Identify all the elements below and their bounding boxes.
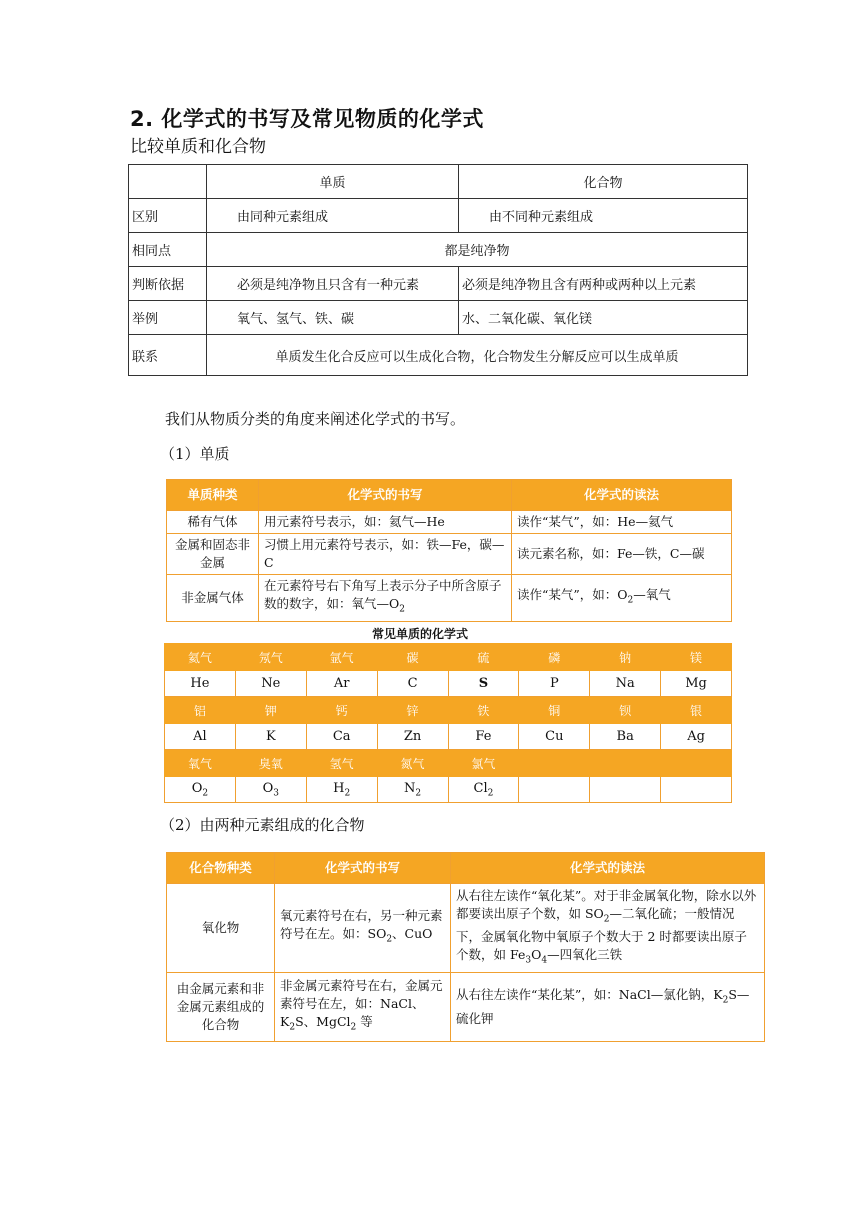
table-cell: 从右往左读作“氧化某”。对于非金属氧化物，除水以外都要读出原子个数，如 $SO_2—$二氧化硫；一般情况下，金属氧化物中氧原子个数大于 2 时都要读出原子个数，如 $Fe_3O_4—$四氧化三铁 [451,884,765,973]
table-row [165,644,732,671]
row-label: 相同点 [129,233,207,267]
element-name: 氦气 [165,644,236,671]
element-name: 硫 [448,644,519,671]
table-cell: 从右往左读作“某化某”，如：NaCl—氯化钠，$K_2S—$硫化钾 [451,973,765,1042]
table-row [165,777,732,803]
element-formula: $O_2$ [165,777,236,803]
table-row [129,199,748,233]
table-cell: 氧气、氢气、铁、碳 [207,301,459,335]
table-cell [519,777,590,803]
element-formula: $O_3$ [235,777,306,803]
element-name: 钾 [235,697,306,724]
table-row [129,165,748,199]
subheading: 比较单质和化合物 [130,137,266,157]
element-formula: Al [165,724,236,750]
table-row [167,853,765,884]
element-formula: $H_2$ [306,777,377,803]
element-name: 钠 [590,644,661,671]
element-formula: Ca [306,724,377,750]
element-name: 铜 [519,697,590,724]
element-name: 镁 [661,644,732,671]
element-name: 氧气 [165,750,236,777]
table-row [165,750,732,777]
element-name: 臭氧 [235,750,306,777]
table-header: 化合物 [459,165,748,199]
element-name: 银 [661,697,732,724]
table-cell: 都是纯净物 [207,233,748,267]
table-cell [519,750,590,777]
table-cell [590,777,661,803]
row-label: 联系 [129,335,207,376]
table-cell: 水、二氧化碳、氧化镁 [459,301,748,335]
table-header: 化学式的书写 [275,853,451,884]
table-cell: 在元素符号右下角写上表示分子中所含原子数的数字，如：氧气$—O_2$ [259,575,512,622]
element-name: 氯气 [448,750,519,777]
table-row [129,335,748,376]
table-row [129,301,748,335]
table-cell: 金属和固态非金属 [167,534,259,575]
table-row [129,233,748,267]
element-name: 氩气 [306,644,377,671]
table-row [167,534,732,575]
element-formula: Fe [448,724,519,750]
table-row [167,511,732,534]
table-header: 化学式的书写 [259,480,512,511]
table-cell [661,777,732,803]
compare-table [128,164,748,376]
element-name: 锌 [377,697,448,724]
element-formula: $N_2$ [377,777,448,803]
section-title-1: （1）单质 [160,445,230,463]
element-name: 钙 [306,697,377,724]
table-row [167,575,732,622]
element-name: 钡 [590,697,661,724]
table-cell: 由同种元素组成 [207,199,459,233]
element-formula: Ba [590,724,661,750]
table-cell: 必须是纯净物且只含有一种元素 [207,267,459,301]
element-formula: P [519,671,590,697]
element-name: 铝 [165,697,236,724]
table-header: 化合物种类 [167,853,275,884]
table-header: 化学式的读法 [512,480,732,511]
table-row [167,480,732,511]
element-formula: Mg [661,671,732,697]
table-cell: 读元素名称，如：Fe—铁，C—碳 [512,534,732,575]
element-formula: Ag [661,724,732,750]
elements-caption: 常见单质的化学式 [371,627,468,641]
element-formula: Ar [306,671,377,697]
table-cell: 用元素符号表示，如：氦气—He [259,511,512,534]
element-name: 碳 [377,644,448,671]
section-title-2: （2）由两种元素组成的化合物 [160,816,365,834]
row-label: 区别 [129,199,207,233]
table-cell: 非金属元素符号在右，金属元素符号在左，如：NaCl、$K_2S$、MgCl$_2$ 等 [275,973,451,1042]
table-cell: 由不同种元素组成 [459,199,748,233]
table-header: 化学式的读法 [451,853,765,884]
table-cell: 非金属气体 [167,575,259,622]
element-name: 氮气 [377,750,448,777]
table-cell: 稀有气体 [167,511,259,534]
element-name: 铁 [448,697,519,724]
intro-paragraph: 我们从物质分类的角度来阐述化学式的书写。 [165,410,466,428]
table-cell [590,750,661,777]
element-formula: S [448,671,519,697]
table-cell: 单质发生化合反应可以生成化合物，化合物发生分解反应可以生成单质 [207,335,748,376]
table-row [129,267,748,301]
table-cell: 氧元素符号在右，另一种元素符号在左。如：$SO_2$、CuO [275,884,451,973]
row-label: 判断依据 [129,267,207,301]
table-cell: 氧化物 [167,884,275,973]
element-formula: Cu [519,724,590,750]
table-cell: 习惯上用元素符号表示，如：铁—Fe，碳—C [259,534,512,575]
table-header: 单质 [207,165,459,199]
table-row [165,697,732,724]
row-label: 举例 [129,301,207,335]
table-row [165,724,732,750]
element-formula: Na [590,671,661,697]
element-formula: He [165,671,236,697]
element-formula: K [235,724,306,750]
table-row [167,973,765,1042]
table-header: 单质种类 [167,480,259,511]
table-cell: 必须是纯净物且含有两种或两种以上元素 [459,267,748,301]
element-formula: $Cl_2$ [448,777,519,803]
table-cell: 读作“某气”，如：He—氦气 [512,511,732,534]
elements-table [164,643,732,803]
table-cell: 读作“某气”，如：$O_2—$氧气 [512,575,732,622]
element-name: 氢气 [306,750,377,777]
element-name: 磷 [519,644,590,671]
table-cell [661,750,732,777]
element-formula: Ne [235,671,306,697]
compound-table [166,852,765,1042]
element-formula: Zn [377,724,448,750]
page-heading: 2. 化学式的书写及常见物质的化学式 [130,107,484,131]
element-formula: C [377,671,448,697]
element-name: 氖气 [235,644,306,671]
table-cell [129,165,207,199]
table-cell: 由金属元素和非金属元素组成的化合物 [167,973,275,1042]
table-row [167,884,765,973]
single-substance-table [166,479,732,622]
table-row [165,671,732,697]
